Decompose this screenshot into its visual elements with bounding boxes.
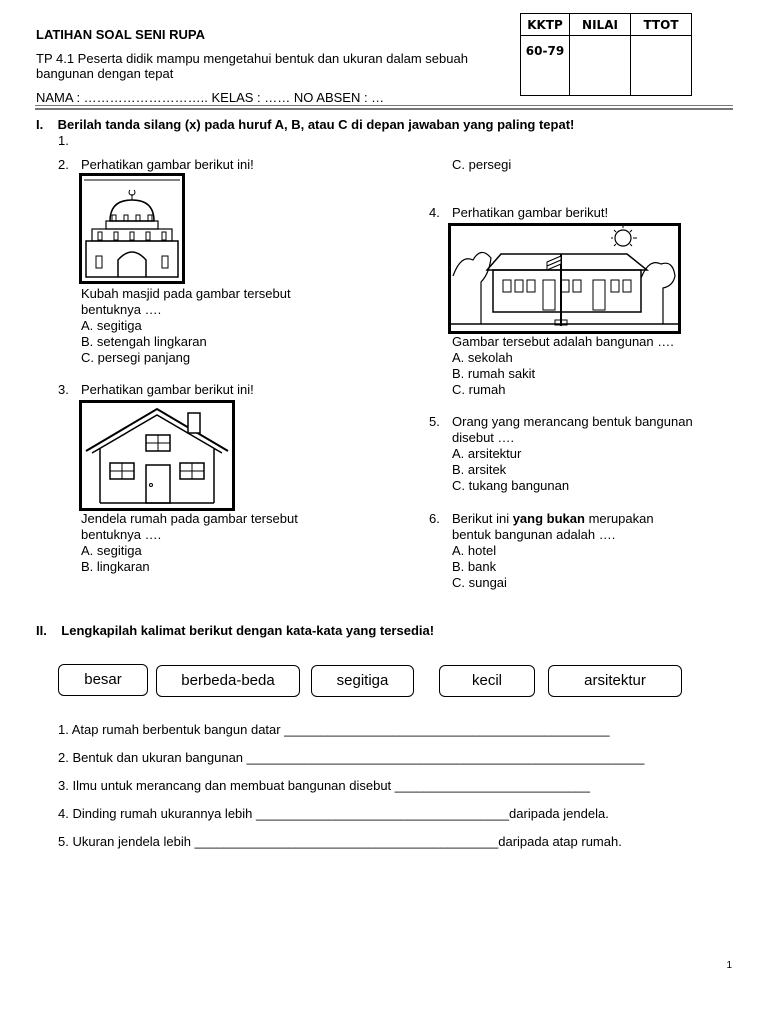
worksheet-title: LATIHAN SOAL SENI RUPA: [36, 27, 206, 42]
word-box-kecil[interactable]: kecil: [439, 665, 535, 697]
learning-objective: TP 4.1 Peserta didik mampu mengetahui bentuk dan ukuran dalam sebuah bangunan dengan tepat: [36, 51, 468, 81]
question-5-option-c[interactable]: C. tukang bangunan: [452, 478, 570, 493]
score-header-kktp: KKTP: [521, 14, 570, 36]
score-value-ttot[interactable]: [631, 36, 692, 96]
question-6-text-pre: Berikut ini: [452, 511, 513, 526]
question-6-text-line2: bentuk bangunan adalah ….: [452, 527, 616, 542]
fill-blank-item-5[interactable]: 5. Ukuran jendela lebih __________________________________________daripada atap rumah.: [58, 834, 622, 849]
header-divider-thick: [35, 108, 733, 110]
school-drawing: [451, 226, 678, 331]
score-value-nilai[interactable]: [570, 36, 631, 96]
question-3-text-line1: Jendela rumah pada gambar tersebut: [81, 511, 298, 526]
word-box-berbeda-beda[interactable]: berbeda-beda: [156, 665, 300, 697]
question-3-prompt: Perhatikan gambar berikut ini!: [81, 382, 254, 397]
house-image: [79, 400, 235, 511]
question-2-number: 2.: [58, 157, 69, 172]
question-2-option-b[interactable]: B. setengah lingkaran: [81, 334, 207, 349]
question-2-prompt: Perhatikan gambar berikut ini!: [81, 157, 254, 172]
student-info-line: NAMA : ……………………….. KELAS : …… NO ABSEN : …: [36, 90, 385, 105]
question-3-option-c[interactable]: C. persegi: [452, 157, 512, 172]
question-2-text-line2: bentuknya ….: [81, 302, 162, 317]
mosque-image: [79, 173, 185, 284]
question-6-option-a[interactable]: A. hotel: [452, 543, 497, 558]
question-6-text-post: merupakan: [584, 511, 654, 526]
question-6-option-b[interactable]: B. bank: [452, 559, 497, 574]
question-6-option-c[interactable]: C. sungai: [452, 575, 507, 590]
fill-blank-item-3[interactable]: 3. Ilmu untuk merancang dan membuat bangunan disebut ___________________________: [58, 778, 590, 793]
word-box-besar[interactable]: besar: [58, 664, 148, 696]
question-4-option-b[interactable]: B. rumah sakit: [452, 366, 536, 381]
section-1-heading: I. Berilah tanda silang (x) pada huruf A, B, atau C di depan jawaban yang paling tepat!: [36, 117, 575, 132]
fill-blank-item-2[interactable]: 2. Bentuk dan ukuran bangunan _______________________________________________________: [58, 750, 645, 765]
question-4-number: 4.: [429, 205, 440, 220]
question-6-number: 6.: [429, 511, 440, 526]
page-number: 1: [726, 960, 732, 971]
question-4-option-c[interactable]: C. rumah: [452, 382, 506, 397]
score-value-kktp: 60-79: [521, 36, 570, 96]
score-header-nilai: NILAI: [570, 14, 631, 36]
word-box-arsitektur[interactable]: arsitektur: [548, 665, 682, 697]
word-box-segitiga[interactable]: segitiga: [311, 665, 414, 697]
question-4-prompt: Perhatikan gambar berikut!: [452, 205, 609, 220]
question-6-text-emphasis: yang bukan: [512, 511, 585, 526]
question-5-option-b[interactable]: B. arsitek: [452, 462, 507, 477]
question-3-text-line2: bentuknya ….: [81, 527, 162, 542]
score-table: [520, 13, 692, 96]
question-4-option-a[interactable]: A. sekolah: [452, 350, 513, 365]
question-2-option-a[interactable]: A. segitiga: [81, 318, 142, 333]
question-5-option-a[interactable]: A. arsitektur: [452, 446, 522, 461]
header-divider: [35, 105, 733, 106]
question-5-text-line1: Orang yang merancang bentuk bangunan: [452, 414, 693, 429]
question-3-option-b[interactable]: B. lingkaran: [81, 559, 150, 574]
house-drawing: [82, 403, 232, 508]
fill-blank-item-1[interactable]: 1. Atap rumah berbentuk bangun datar _____________________________________________: [58, 722, 610, 737]
question-2-text-line1: Kubah masjid pada gambar tersebut: [81, 286, 291, 301]
question-2-option-c[interactable]: C. persegi panjang: [81, 350, 191, 365]
school-image: [448, 223, 681, 334]
score-header-ttot: TTOT: [631, 14, 692, 36]
question-1-number: 1.: [58, 133, 69, 148]
question-5-text-line2: disebut ….: [452, 430, 515, 445]
mosque-drawing: [82, 176, 182, 281]
section-2-heading: II. Lengkapilah kalimat berikut dengan kata-kata yang tersedia!: [36, 623, 435, 638]
question-6-text-line1: [452, 511, 654, 527]
question-4-text: Gambar tersebut adalah bangunan ….: [452, 334, 674, 349]
fill-blank-item-4[interactable]: 4. Dinding rumah ukurannya lebih ___________________________________daripada jendela.: [58, 806, 609, 821]
question-3-number: 3.: [58, 382, 69, 397]
question-3-option-a[interactable]: A. segitiga: [81, 543, 142, 558]
question-5-number: 5.: [429, 414, 440, 429]
